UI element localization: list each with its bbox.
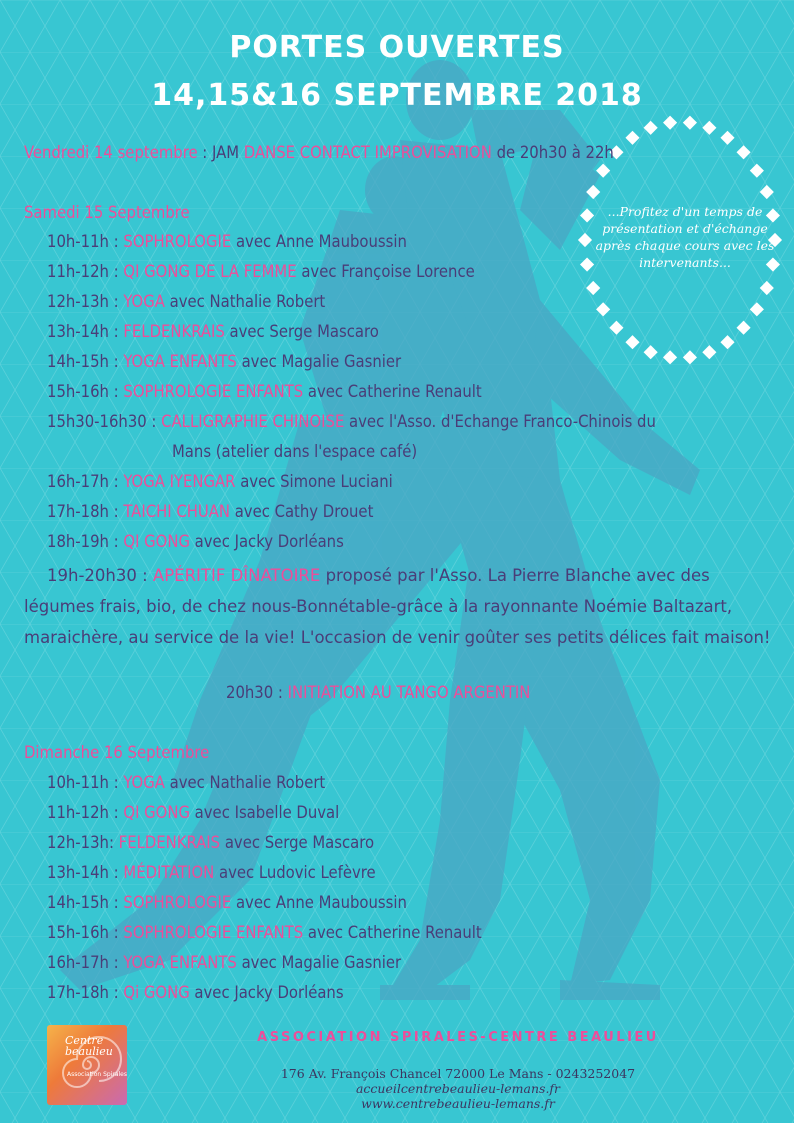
circle-dot	[702, 121, 716, 135]
schedule-time: 13h-14h :	[47, 322, 124, 341]
circle-dot	[683, 350, 697, 364]
friday-activity: DANSE CONTACT IMPROVISATION	[243, 143, 492, 162]
schedule-item	[47, 863, 376, 882]
schedule-time: 11h-12h :	[47, 803, 124, 822]
schedule-activity: SOPHROLOGIE ENFANTS	[123, 382, 304, 401]
email: accueilcentrebeaulieu-lemans.fr	[355, 1081, 561, 1096]
circle-dot	[609, 321, 623, 335]
schedule-item	[47, 502, 373, 521]
schedule-time: 11h-12h :	[47, 262, 124, 281]
circle-dot	[663, 116, 677, 130]
schedule-item	[47, 923, 482, 942]
circle-dot	[578, 233, 592, 247]
friday-rest: de 20h30 à 22h	[491, 143, 614, 162]
circle-dot	[750, 164, 764, 178]
schedule-time: 10h-11h :	[47, 232, 124, 251]
circle-dot	[625, 131, 639, 145]
schedule-activity: SOPHROLOGIE	[123, 232, 232, 251]
schedule-item	[47, 472, 393, 491]
schedule-host: avec Françoise Lorence	[296, 262, 475, 281]
aperitif-paragraph	[24, 560, 784, 653]
schedule-host: avec Jacky Dorléans	[189, 983, 344, 1002]
schedule-activity: SOPHROLOGIE	[123, 893, 232, 912]
schedule-item	[47, 382, 482, 401]
schedule-time: 16h-17h :	[47, 953, 124, 972]
aperitif-activity: APÉRITIF DÎNATOIRE	[152, 566, 321, 585]
circle-dot	[760, 185, 774, 199]
schedule-host: avec Nathalie Robert	[164, 292, 326, 311]
schedule-item	[47, 953, 401, 972]
circle-dot	[663, 350, 677, 364]
schedule-item	[47, 803, 339, 822]
schedule-time: 12h-13h :	[47, 292, 124, 311]
circle-dot	[750, 302, 764, 316]
circle-dot	[736, 321, 750, 335]
schedule-host: avec Magalie Gasnier	[236, 953, 402, 972]
schedule-host: avec Isabelle Duval	[189, 803, 340, 822]
sunday-heading: Dimanche 16 Septembre	[24, 743, 210, 762]
schedule-activity: YOGA ENFANTS	[123, 352, 237, 371]
schedule-host: avec Jacky Dorléans	[189, 532, 344, 551]
schedule-item	[47, 833, 374, 852]
circle-dot	[644, 121, 658, 135]
schedule-time: 12h-13h:	[47, 833, 119, 852]
schedule-activity: YOGA	[123, 773, 165, 792]
circle-dot	[596, 164, 610, 178]
schedule-item	[47, 262, 475, 281]
schedule-item	[47, 322, 379, 341]
schedule-activity: YOGA	[123, 292, 165, 311]
schedule-activity: QI GONG	[123, 532, 190, 551]
schedule-time: 13h-14h :	[47, 863, 124, 882]
schedule-time: 15h-16h :	[47, 382, 124, 401]
schedule-host: avec Simone Luciani	[235, 472, 393, 491]
website-link[interactable]: www.centrebeaulieu-lemans.fr	[361, 1096, 555, 1111]
schedule-item	[47, 352, 401, 371]
schedule-item	[47, 893, 407, 912]
schedule-host: avec Catherine Renault	[303, 923, 482, 942]
address: 176 Av. François Chancel 72000 Le Mans - 0243252047	[280, 1066, 636, 1081]
schedule-time: 10h-11h :	[47, 773, 124, 792]
friday-sep: : JAM	[197, 143, 244, 162]
schedule-time: 18h-19h :	[47, 532, 124, 551]
centre-beaulieu-logo	[47, 1025, 127, 1105]
circle-dot	[702, 345, 716, 359]
circle-dot	[683, 116, 697, 130]
schedule-activity: MÉDITATION	[123, 863, 215, 882]
schedule-host: avec Serge Mascaro	[220, 833, 375, 852]
aperitif-rest: proposé par l'Asso. La Pierre Blanche avec des légumes frais, bio, de chez nous-Bonnétable-grâce à la rayonnante Noémie Baltazart, maraichère, au service de la vie! L'occasion de venir goûter ses petits délices fait maison!	[24, 566, 771, 647]
schedule-item	[47, 532, 344, 551]
schedule-host: avec Anne Mauboussin	[231, 232, 407, 251]
tango-time: 20h30 :	[226, 683, 288, 702]
schedule-activity: YOGA ENFANTS	[123, 953, 237, 972]
schedule-host: avec Magalie Gasnier	[236, 352, 402, 371]
circle-dot	[586, 281, 600, 295]
schedule-item	[47, 412, 656, 431]
schedule-activity: SOPHROLOGIE ENFANTS	[123, 923, 304, 942]
circle-dot	[586, 185, 600, 199]
schedule-item	[47, 983, 344, 1002]
tango-line	[226, 683, 530, 702]
schedule-item	[172, 442, 417, 461]
schedule-time: 14h-15h :	[47, 352, 124, 371]
schedule-activity: CALLIGRAPHIE CHINOISE	[161, 412, 345, 431]
aperitif-time: 19h-20h30 :	[47, 566, 153, 585]
schedule-activity: QI GONG DE LA FEMME	[123, 262, 297, 281]
tango-activity: INITIATION AU TANGO ARGENTIN	[287, 683, 531, 702]
schedule-time: 15h30-16h30 :	[47, 412, 162, 431]
schedule-host: avec Catherine Renault	[303, 382, 482, 401]
circle-dot	[596, 302, 610, 316]
schedule-item	[47, 232, 407, 251]
circle-dot	[736, 145, 750, 159]
saturday-heading: Samedi 15 Septembre	[24, 203, 190, 222]
circle-dot	[720, 131, 734, 145]
schedule-activity: FELDENKRAIS	[118, 833, 221, 852]
schedule-time: 16h-17h :	[47, 472, 124, 491]
schedule-host: avec Nathalie Robert	[164, 773, 326, 792]
schedule-item	[47, 773, 325, 792]
schedule-host: avec Anne Mauboussin	[231, 893, 407, 912]
schedule-host: avec Cathy Drouet	[229, 502, 374, 521]
schedule-activity: Qi GONG	[123, 983, 190, 1002]
schedule-time: 17h-18h :	[47, 502, 124, 521]
schedule-host: Mans (atelier dans l'espace café)	[172, 442, 418, 461]
schedule-host: avec Ludovic Lefèvre	[214, 863, 376, 882]
schedule-item	[47, 292, 325, 311]
schedule-activity: TAICHI CHUAN	[123, 502, 230, 521]
circle-dot	[720, 335, 734, 349]
schedule-activity: FELDENKRAIS	[123, 322, 225, 341]
schedule-activity: YOGA IYENGAR	[123, 472, 236, 491]
circle-dot	[760, 281, 774, 295]
schedule-host: avec Serge Mascaro	[224, 322, 379, 341]
logo-subtext: Association Spirales	[67, 1071, 127, 1078]
circle-dot	[644, 345, 658, 359]
schedule-time: 14h-15h :	[47, 893, 124, 912]
schedule-activity: QI GONG	[123, 803, 190, 822]
logo-text: Centre beaulieu	[65, 1034, 113, 1058]
page-subtitle: 14,15&16 SEPTEMBRE 2018	[151, 78, 643, 113]
schedule-time: 17h-18h :	[47, 983, 124, 1002]
friday-day: Vendredi 14 septembre	[24, 143, 198, 162]
circle-dot	[625, 335, 639, 349]
association-name: ASSOCIATION SPIRALES-CENTRE BEAULIEU	[257, 1030, 659, 1045]
schedule-host: avec l'Asso. d'Echange Franco-Chinois du	[344, 412, 656, 431]
circle-note: ...Profitez d'un temps de présentation et d'échange après chaque cours avec les intervenants...	[595, 204, 775, 270]
friday-line	[24, 143, 614, 162]
schedule-time: 15h-16h :	[47, 923, 124, 942]
page-title: PORTES OUVERTES	[229, 30, 565, 65]
